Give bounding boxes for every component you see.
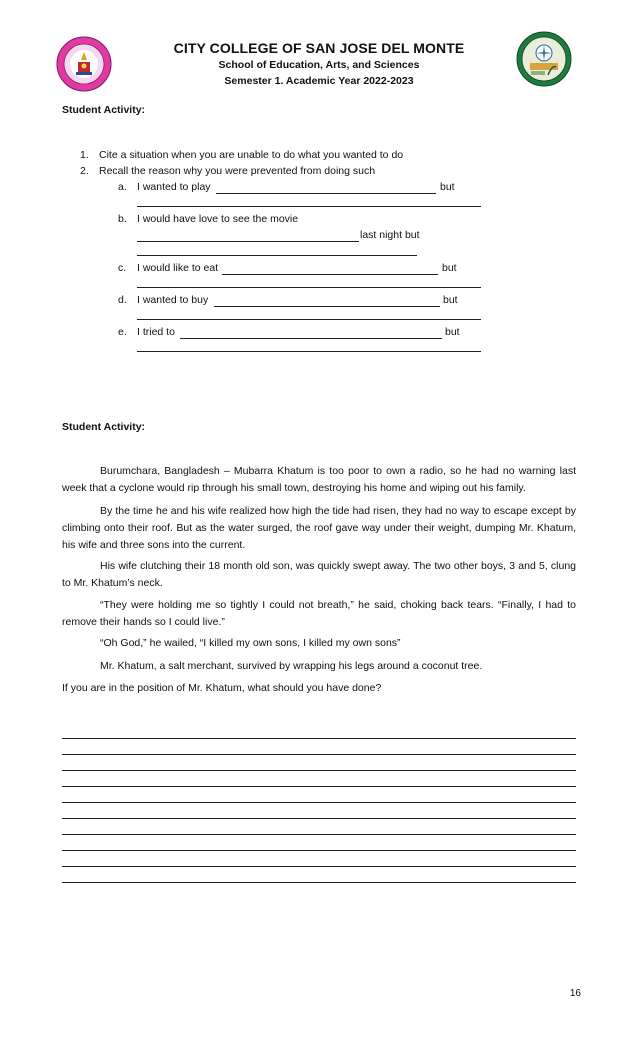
answer-line[interactable] [62, 770, 576, 771]
sub-item-a-text: I wanted to play [137, 181, 211, 193]
answer-line[interactable] [62, 866, 576, 867]
sub-item-e-answer-line[interactable] [137, 351, 481, 352]
item-2-text: Recall the reason why you were prevented from doing such [99, 165, 376, 177]
sub-item-e-tail: but [445, 326, 460, 338]
reflection-question: If you are in the position of Mr. Khatum, what should you have done? [62, 682, 382, 694]
answer-line[interactable] [62, 738, 576, 739]
sub-item-c-letter: c. [118, 262, 127, 274]
school-name: School of Education, Arts, and Sciences [218, 59, 420, 71]
page-number: 16 [569, 988, 581, 999]
sub-item-d-text: I wanted to buy [137, 294, 209, 306]
item-1-text: Cite a situation when you are unable to do what you wanted to do [99, 149, 404, 161]
sub-item-e-text: I tried to [137, 326, 175, 338]
sub-item-d-letter: d. [118, 294, 127, 306]
answer-line[interactable] [62, 834, 576, 835]
sub-item-b-text: I would have love to see the movie [137, 213, 299, 225]
answer-line[interactable] [62, 818, 576, 819]
answer-line[interactable] [62, 754, 576, 755]
sub-item-b-letter: b. [118, 213, 127, 225]
sub-item-a-tail: but [440, 181, 455, 193]
item-1-number: 1. [80, 149, 89, 161]
sub-item-b-blank[interactable] [137, 241, 359, 242]
semester-label: Semester 1. Academic Year 2022-2023 [224, 75, 414, 87]
activity-2-heading: Student Activity: [62, 421, 146, 433]
story-paragraph-6: Mr. Khatum, a salt merchant, survived by wrapping his legs around a coconut tree. [100, 660, 483, 672]
activity-1-heading: Student Activity: [62, 104, 146, 116]
sub-item-c-tail: but [442, 262, 457, 274]
sub-item-e-blank[interactable] [180, 338, 442, 339]
answer-line[interactable] [62, 786, 576, 787]
sub-item-d-blank[interactable] [214, 306, 440, 307]
sub-item-a-letter: a. [118, 181, 127, 193]
sub-item-c-blank[interactable] [222, 274, 438, 275]
sub-item-a-answer-line[interactable] [137, 206, 481, 207]
sub-item-c-answer-line[interactable] [137, 287, 481, 288]
story-paragraph-2: By the time he and his wife realized how high the tide had risen, they had no way to escape except by climbing onto their roof. But as the water surged, the roof gave way under their weight, dumping Mr. Khatum, his wife and three sons into the current. [62, 505, 576, 551]
answer-line[interactable] [62, 802, 576, 803]
sub-item-a-blank[interactable] [216, 193, 436, 194]
sub-item-b-answer-line[interactable] [137, 255, 417, 256]
answer-line[interactable] [62, 850, 576, 851]
item-2-number: 2. [80, 165, 89, 177]
sub-item-c-text: I would like to eat [137, 262, 219, 274]
story-paragraph-4: “They were holding me so tightly I could not breath,” he said, choking back tears. “Finally, I had to remove their hands so I could live.” [62, 599, 576, 628]
page-title: CITY COLLEGE OF SAN JOSE DEL MONTE [173, 40, 465, 56]
answer-line[interactable] [62, 882, 576, 883]
sub-item-d-tail: but [443, 294, 458, 306]
sub-item-d-answer-line[interactable] [137, 319, 481, 320]
sub-item-e-letter: e. [118, 326, 127, 338]
story-paragraph-1: Burumchara, Bangladesh – Mubarra Khatum is too poor to own a radio, so he had no warning last week that a cyclone would rip through his small town, destroying his home and wiping out his family. [62, 465, 576, 494]
story-paragraph-3: His wife clutching their 18 month old son, was quickly swept away. The two other boys, 3 and 5, clung to Mr. Khatum’s neck. [62, 560, 576, 589]
story-paragraph-5: “Oh God,” he wailed, “I killed my own sons, I killed my own sons” [100, 637, 401, 649]
sub-item-b-tail: last night but [360, 229, 420, 241]
